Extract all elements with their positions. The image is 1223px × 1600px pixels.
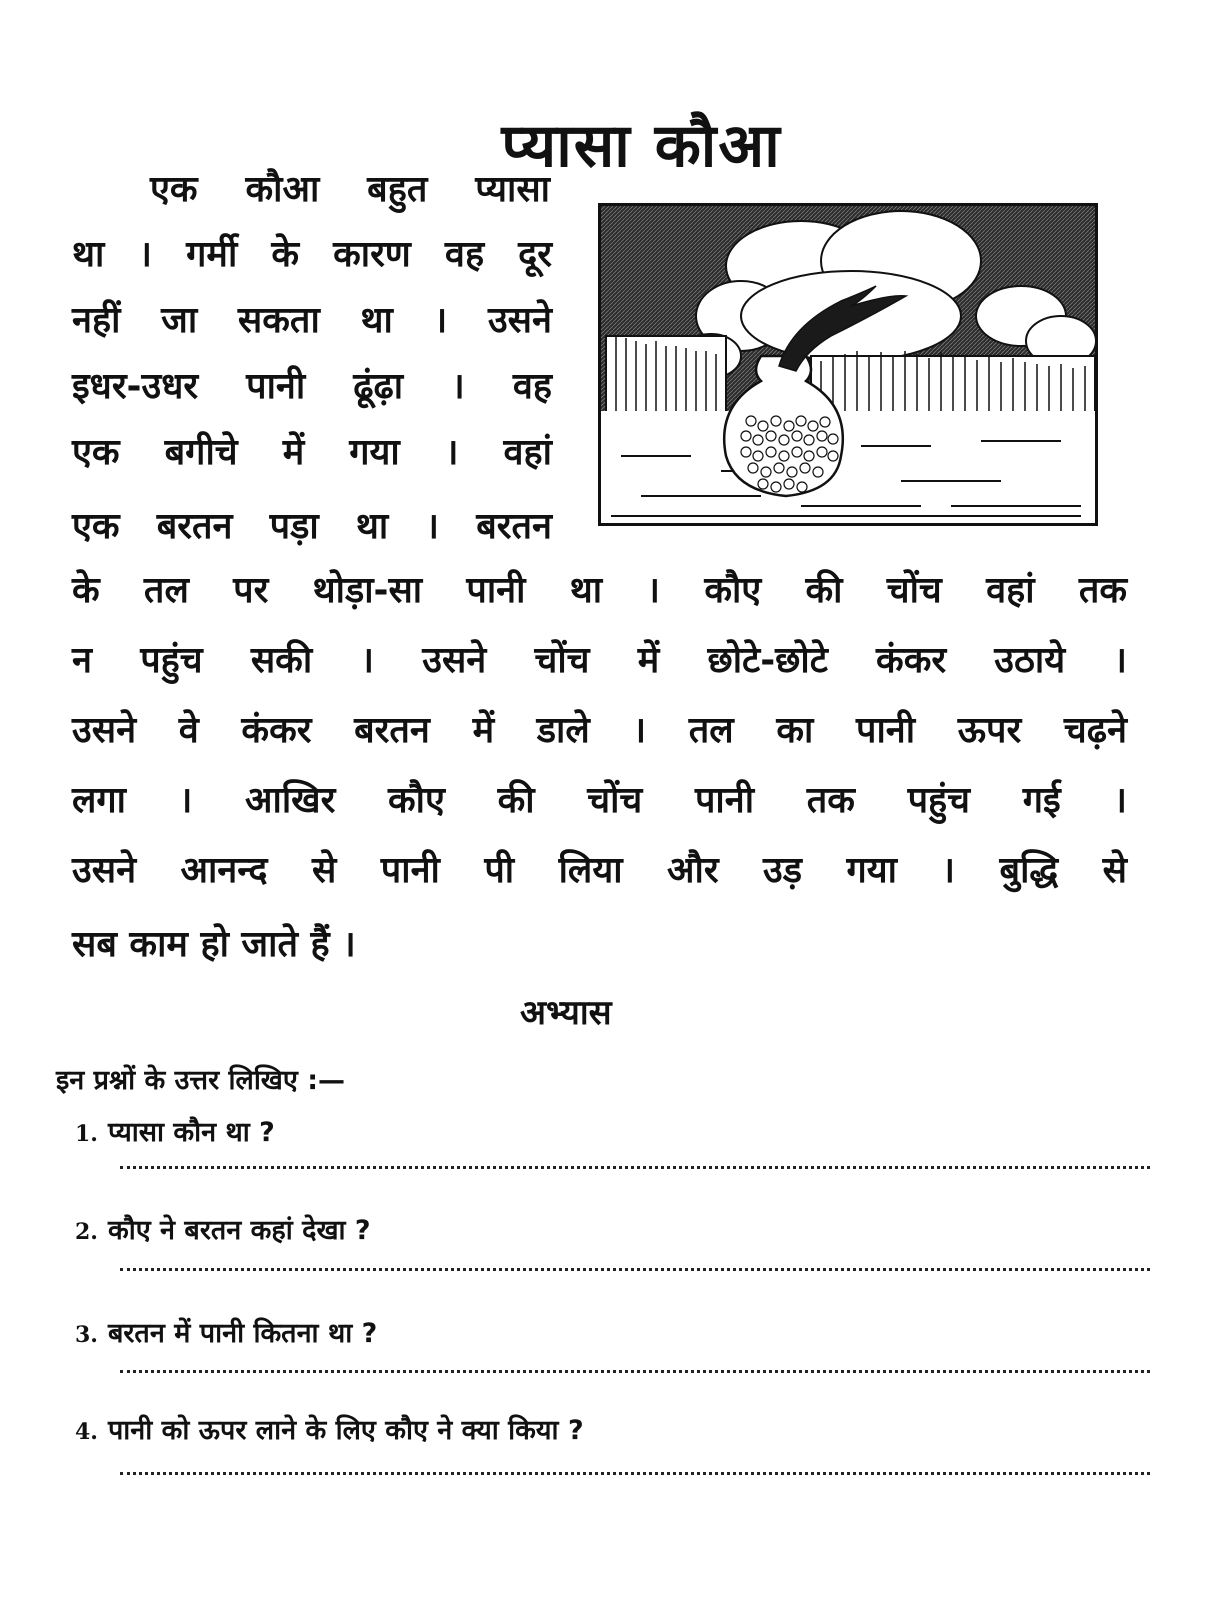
question-number: 3. [75, 1322, 98, 1348]
question-2 [75, 1210, 371, 1247]
story-line: नहीं जा सकता था । उसने [72, 300, 552, 341]
exercise-heading: अभ्यास [520, 993, 612, 1033]
answer-line-2[interactable] [120, 1268, 1150, 1271]
story-line: एक बरतन पड़ा था । बरतन [72, 506, 552, 547]
question-1 [75, 1112, 275, 1149]
question-text: बरतन में पानी कितना था ? [107, 1318, 378, 1349]
question-text: पानी को ऊपर लाने के लिए कौए ने क्या किया ? [107, 1415, 584, 1446]
question-text: प्यासा कौन था ? [107, 1117, 275, 1148]
story-line: था । गर्मी के कारण वह दूर [72, 234, 552, 275]
answer-line-3[interactable] [120, 1370, 1150, 1373]
question-text: कौए ने बरतन कहां देखा ? [107, 1215, 371, 1246]
question-number: 1. [75, 1121, 98, 1147]
story-line: के तल पर थोड़ा-सा पानी था । कौए की चोंच वहां तक [72, 570, 1127, 611]
exercise-instruction: इन प्रश्नों के उत्तर लिखिए :— [56, 1065, 346, 1096]
crow-pot-icon [601, 206, 1095, 523]
story-line: इधर-उधर पानी ढूंढ़ा । वह [72, 366, 552, 407]
story-line: न पहुंच सकी । उसने चोंच में छोटे-छोटे कंकर उठाये । [72, 640, 1127, 681]
question-3 [75, 1313, 377, 1350]
answer-line-1[interactable] [120, 1166, 1150, 1169]
story-line: सब काम हो जाते हैं । [72, 924, 356, 965]
story-line: उसने वे कंकर बरतन में डाले । तल का पानी ऊपर चढ़ने [72, 710, 1127, 751]
story-line: एक बगीचे में गया । वहां [72, 432, 552, 473]
question-4 [75, 1410, 584, 1447]
story-line: उसने आनन्द से पानी पी लिया और उड़ गया । बुद्धि से [72, 850, 1127, 891]
page-title: प्यासा कौआ [501, 111, 782, 182]
story-line: एक कौआ बहुत प्यासा [150, 169, 550, 210]
question-number: 2. [75, 1219, 98, 1245]
crow-pot-illustration [598, 203, 1098, 526]
answer-line-4[interactable] [120, 1472, 1150, 1475]
question-number: 4. [75, 1419, 98, 1445]
story-line: लगा । आखिर कौए की चोंच पानी तक पहुंच गई । [72, 780, 1127, 821]
